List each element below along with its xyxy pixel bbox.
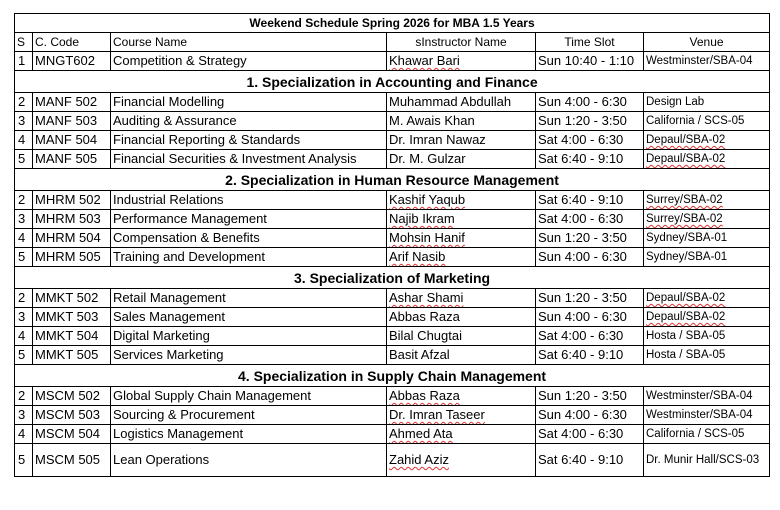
cell-course[interactable]: Global Supply Chain Management — [111, 387, 387, 406]
section-heading[interactable]: 1. Specialization in Accounting and Finance — [15, 71, 770, 93]
table-row — [15, 150, 770, 169]
cell-course[interactable]: Auditing & Assurance — [111, 112, 387, 131]
cell-code[interactable]: MMKT 504 — [33, 327, 111, 346]
section-heading[interactable]: 3. Specialization of Marketing — [15, 267, 770, 289]
table-row — [15, 289, 770, 308]
cell-instructor-text: Najib Ikram — [389, 211, 455, 226]
cell-course[interactable]: Industrial Relations — [111, 191, 387, 210]
cell-instructor-text: Dr. Imran Taseer — [389, 407, 485, 422]
cell-instructor[interactable]: Bilal Chugtai — [387, 327, 536, 346]
cell-code[interactable]: MANF 504 — [33, 131, 111, 150]
cell-sn[interactable]: 4 — [15, 131, 33, 150]
cell-instructor[interactable] — [387, 191, 536, 210]
cell-instructor[interactable] — [387, 210, 536, 229]
cell-instructor[interactable] — [387, 289, 536, 308]
cell-sn[interactable]: 3 — [15, 308, 33, 327]
header-sn[interactable]: S — [15, 33, 33, 52]
cell-venue[interactable]: Sydney/SBA-01 — [644, 229, 770, 248]
cell-slot[interactable]: Sun 1:20 - 3:50 — [536, 387, 644, 406]
cell-slot[interactable]: Sat 6:40 - 9:10 — [536, 150, 644, 169]
cell-instructor-text: Zahid Aziz — [389, 452, 449, 467]
cell-venue[interactable]: Hosta / SBA-05 — [644, 346, 770, 365]
table-row — [15, 425, 770, 444]
cell-code[interactable]: MSCM 503 — [33, 406, 111, 425]
cell-venue[interactable]: Westminster/SBA-04 — [644, 387, 770, 406]
cell-course[interactable]: Financial Modelling — [111, 93, 387, 112]
cell-course[interactable]: Sourcing & Procurement — [111, 406, 387, 425]
cell-venue[interactable] — [644, 150, 770, 169]
cell-venue[interactable]: California / SCS-05 — [644, 425, 770, 444]
cell-code[interactable]: MSCM 504 — [33, 425, 111, 444]
cell-code[interactable]: MHRM 505 — [33, 248, 111, 267]
cell-sn[interactable]: 2 — [15, 93, 33, 112]
cell-sn[interactable]: 4 — [15, 425, 33, 444]
schedule-sheet — [14, 13, 770, 477]
table-row — [15, 112, 770, 131]
section-heading[interactable]: 4. Specialization in Supply Chain Management — [15, 365, 770, 387]
cell-instructor[interactable]: Basit Afzal — [387, 346, 536, 365]
cell-course[interactable]: Retail Management — [111, 289, 387, 308]
cell-course[interactable]: Logistics Management — [111, 425, 387, 444]
table-row — [15, 131, 770, 150]
schedule-title[interactable]: Weekend Schedule Spring 2026 for MBA 1.5 Years — [15, 14, 770, 33]
section-heading-row — [15, 267, 770, 289]
title-row — [15, 14, 770, 33]
cell-venue[interactable] — [644, 131, 770, 150]
cell-instructor-text: Arif Nasib — [389, 249, 446, 264]
cell-instructor[interactable] — [387, 425, 536, 444]
cell-venue-text: Depaul/SBA-02 — [646, 311, 726, 323]
cell-instructor-text: Kashif Yaqub — [389, 192, 466, 207]
cell-code[interactable]: MHRM 503 — [33, 210, 111, 229]
header-instructor[interactable]: sInstructor Name — [387, 33, 536, 52]
cell-instructor[interactable] — [387, 52, 536, 71]
cell-sn[interactable]: 5 — [15, 444, 33, 477]
table-row — [15, 93, 770, 112]
cell-course[interactable]: Financial Securities & Investment Analysis — [111, 150, 387, 169]
cell-slot[interactable]: Sat 4:00 - 6:30 — [536, 131, 644, 150]
cell-venue-text: Depaul/SBA-02 — [646, 292, 726, 304]
cell-course[interactable]: Lean Operations — [111, 444, 387, 477]
schedule-table — [14, 13, 770, 477]
cell-sn[interactable]: 2 — [15, 289, 33, 308]
cell-sn[interactable]: 5 — [15, 248, 33, 267]
cell-course[interactable]: Training and Development — [111, 248, 387, 267]
cell-sn[interactable]: 3 — [15, 112, 33, 131]
cell-instructor[interactable]: Dr. M. Gulzar — [387, 150, 536, 169]
cell-venue[interactable]: Sydney/SBA-01 — [644, 248, 770, 267]
cell-instructor-text: Khawar Bari — [389, 53, 460, 68]
section-heading[interactable]: 2. Specialization in Human Resource Management — [15, 169, 770, 191]
cell-slot[interactable]: Sat 6:40 - 9:10 — [536, 191, 644, 210]
cell-venue[interactable] — [644, 289, 770, 308]
cell-instructor[interactable]: Dr. Imran Nawaz — [387, 131, 536, 150]
cell-slot[interactable]: Sun 4:00 - 6:30 — [536, 248, 644, 267]
table-row — [15, 52, 770, 71]
cell-code[interactable]: MHRM 502 — [33, 191, 111, 210]
cell-venue-text: Depaul/SBA-02 — [646, 134, 726, 146]
cell-slot[interactable]: Sun 4:00 - 6:30 — [536, 93, 644, 112]
cell-sn[interactable]: 2 — [15, 387, 33, 406]
cell-instructor[interactable]: M. Awais Khan — [387, 112, 536, 131]
header-slot[interactable]: Time Slot — [536, 33, 644, 52]
cell-venue[interactable]: California / SCS-05 — [644, 112, 770, 131]
cell-instructor[interactable] — [387, 444, 536, 477]
cell-code[interactable]: MSCM 505 — [33, 444, 111, 477]
cell-slot[interactable]: Sat 6:40 - 9:10 — [536, 346, 644, 365]
cell-sn[interactable]: 4 — [15, 229, 33, 248]
header-course[interactable]: Course Name — [111, 33, 387, 52]
cell-venue[interactable]: Design Lab — [644, 93, 770, 112]
cell-code[interactable]: MANF 503 — [33, 112, 111, 131]
cell-course[interactable]: Financial Reporting & Standards — [111, 131, 387, 150]
cell-venue[interactable]: Westminster/SBA-04 — [644, 52, 770, 71]
cell-instructor-text: Abbas Raza — [389, 388, 460, 403]
cell-instructor[interactable] — [387, 387, 536, 406]
cell-instructor[interactable]: Abbas Raza — [387, 308, 536, 327]
cell-venue[interactable] — [644, 308, 770, 327]
cell-course[interactable]: Compensation & Benefits — [111, 229, 387, 248]
cell-code[interactable]: MMKT 502 — [33, 289, 111, 308]
table-row — [15, 248, 770, 267]
cell-venue-text: Surrey/SBA-02 — [646, 194, 723, 206]
section-heading-row — [15, 365, 770, 387]
cell-slot[interactable]: Sat 6:40 - 9:10 — [536, 444, 644, 477]
cell-instructor[interactable] — [387, 248, 536, 267]
cell-instructor[interactable] — [387, 229, 536, 248]
cell-slot[interactable]: Sun 1:20 - 3:50 — [536, 289, 644, 308]
cell-slot[interactable]: Sun 1:20 - 3:50 — [536, 229, 644, 248]
cell-code[interactable]: MANF 505 — [33, 150, 111, 169]
table-row — [15, 444, 770, 477]
cell-venue[interactable] — [644, 210, 770, 229]
table-row — [15, 406, 770, 425]
cell-slot[interactable]: Sun 10:40 - 1:10 — [536, 52, 644, 71]
cell-course[interactable]: Sales Management — [111, 308, 387, 327]
table-row — [15, 387, 770, 406]
cell-venue[interactable]: Hosta / SBA-05 — [644, 327, 770, 346]
cell-sn[interactable]: 3 — [15, 210, 33, 229]
cell-code[interactable]: MSCM 502 — [33, 387, 111, 406]
cell-venue[interactable]: Dr. Munir Hall/SCS-03 — [644, 444, 770, 477]
cell-instructor-text: Ahmed Ata — [389, 426, 453, 441]
cell-instructor[interactable]: Muhammad Abdullah — [387, 93, 536, 112]
cell-code[interactable]: MMKT 505 — [33, 346, 111, 365]
header-row — [15, 33, 770, 52]
cell-sn[interactable]: 5 — [15, 346, 33, 365]
table-row — [15, 210, 770, 229]
cell-sn[interactable]: 2 — [15, 191, 33, 210]
cell-sn[interactable]: 5 — [15, 150, 33, 169]
cell-course[interactable]: Competition & Strategy — [111, 52, 387, 71]
cell-code[interactable]: MNGT602 — [33, 52, 111, 71]
cell-venue-text: Depaul/SBA-02 — [646, 153, 726, 165]
cell-code[interactable]: MHRM 504 — [33, 229, 111, 248]
table-row — [15, 308, 770, 327]
cell-course[interactable]: Performance Management — [111, 210, 387, 229]
table-row — [15, 191, 770, 210]
cell-course[interactable]: Digital Marketing — [111, 327, 387, 346]
cell-code[interactable]: MANF 502 — [33, 93, 111, 112]
cell-venue-text: Surrey/SBA-02 — [646, 213, 723, 225]
cell-venue[interactable] — [644, 191, 770, 210]
cell-sn[interactable]: 3 — [15, 406, 33, 425]
cell-course[interactable]: Services Marketing — [111, 346, 387, 365]
cell-instructor-text: Ashar Shami — [389, 290, 464, 305]
table-row — [15, 229, 770, 248]
table-row — [15, 327, 770, 346]
table-row — [15, 346, 770, 365]
cell-sn[interactable]: 1 — [15, 52, 33, 71]
cell-slot[interactable]: Sun 4:00 - 6:30 — [536, 308, 644, 327]
cell-instructor[interactable] — [387, 406, 536, 425]
cell-venue[interactable]: Westminster/SBA-04 — [644, 406, 770, 425]
cell-slot[interactable]: Sat 4:00 - 6:30 — [536, 210, 644, 229]
header-code[interactable]: C. Code — [33, 33, 111, 52]
header-venue[interactable]: Venue — [644, 33, 770, 52]
cell-slot[interactable]: Sat 4:00 - 6:30 — [536, 327, 644, 346]
cell-slot[interactable]: Sun 1:20 - 3:50 — [536, 112, 644, 131]
cell-instructor-text: Mohsin Hanif — [389, 230, 465, 245]
section-heading-row — [15, 169, 770, 191]
cell-sn[interactable]: 4 — [15, 327, 33, 346]
section-heading-row — [15, 71, 770, 93]
cell-slot[interactable]: Sat 4:00 - 6:30 — [536, 425, 644, 444]
cell-code[interactable]: MMKT 503 — [33, 308, 111, 327]
cell-slot[interactable]: Sun 4:00 - 6:30 — [536, 406, 644, 425]
